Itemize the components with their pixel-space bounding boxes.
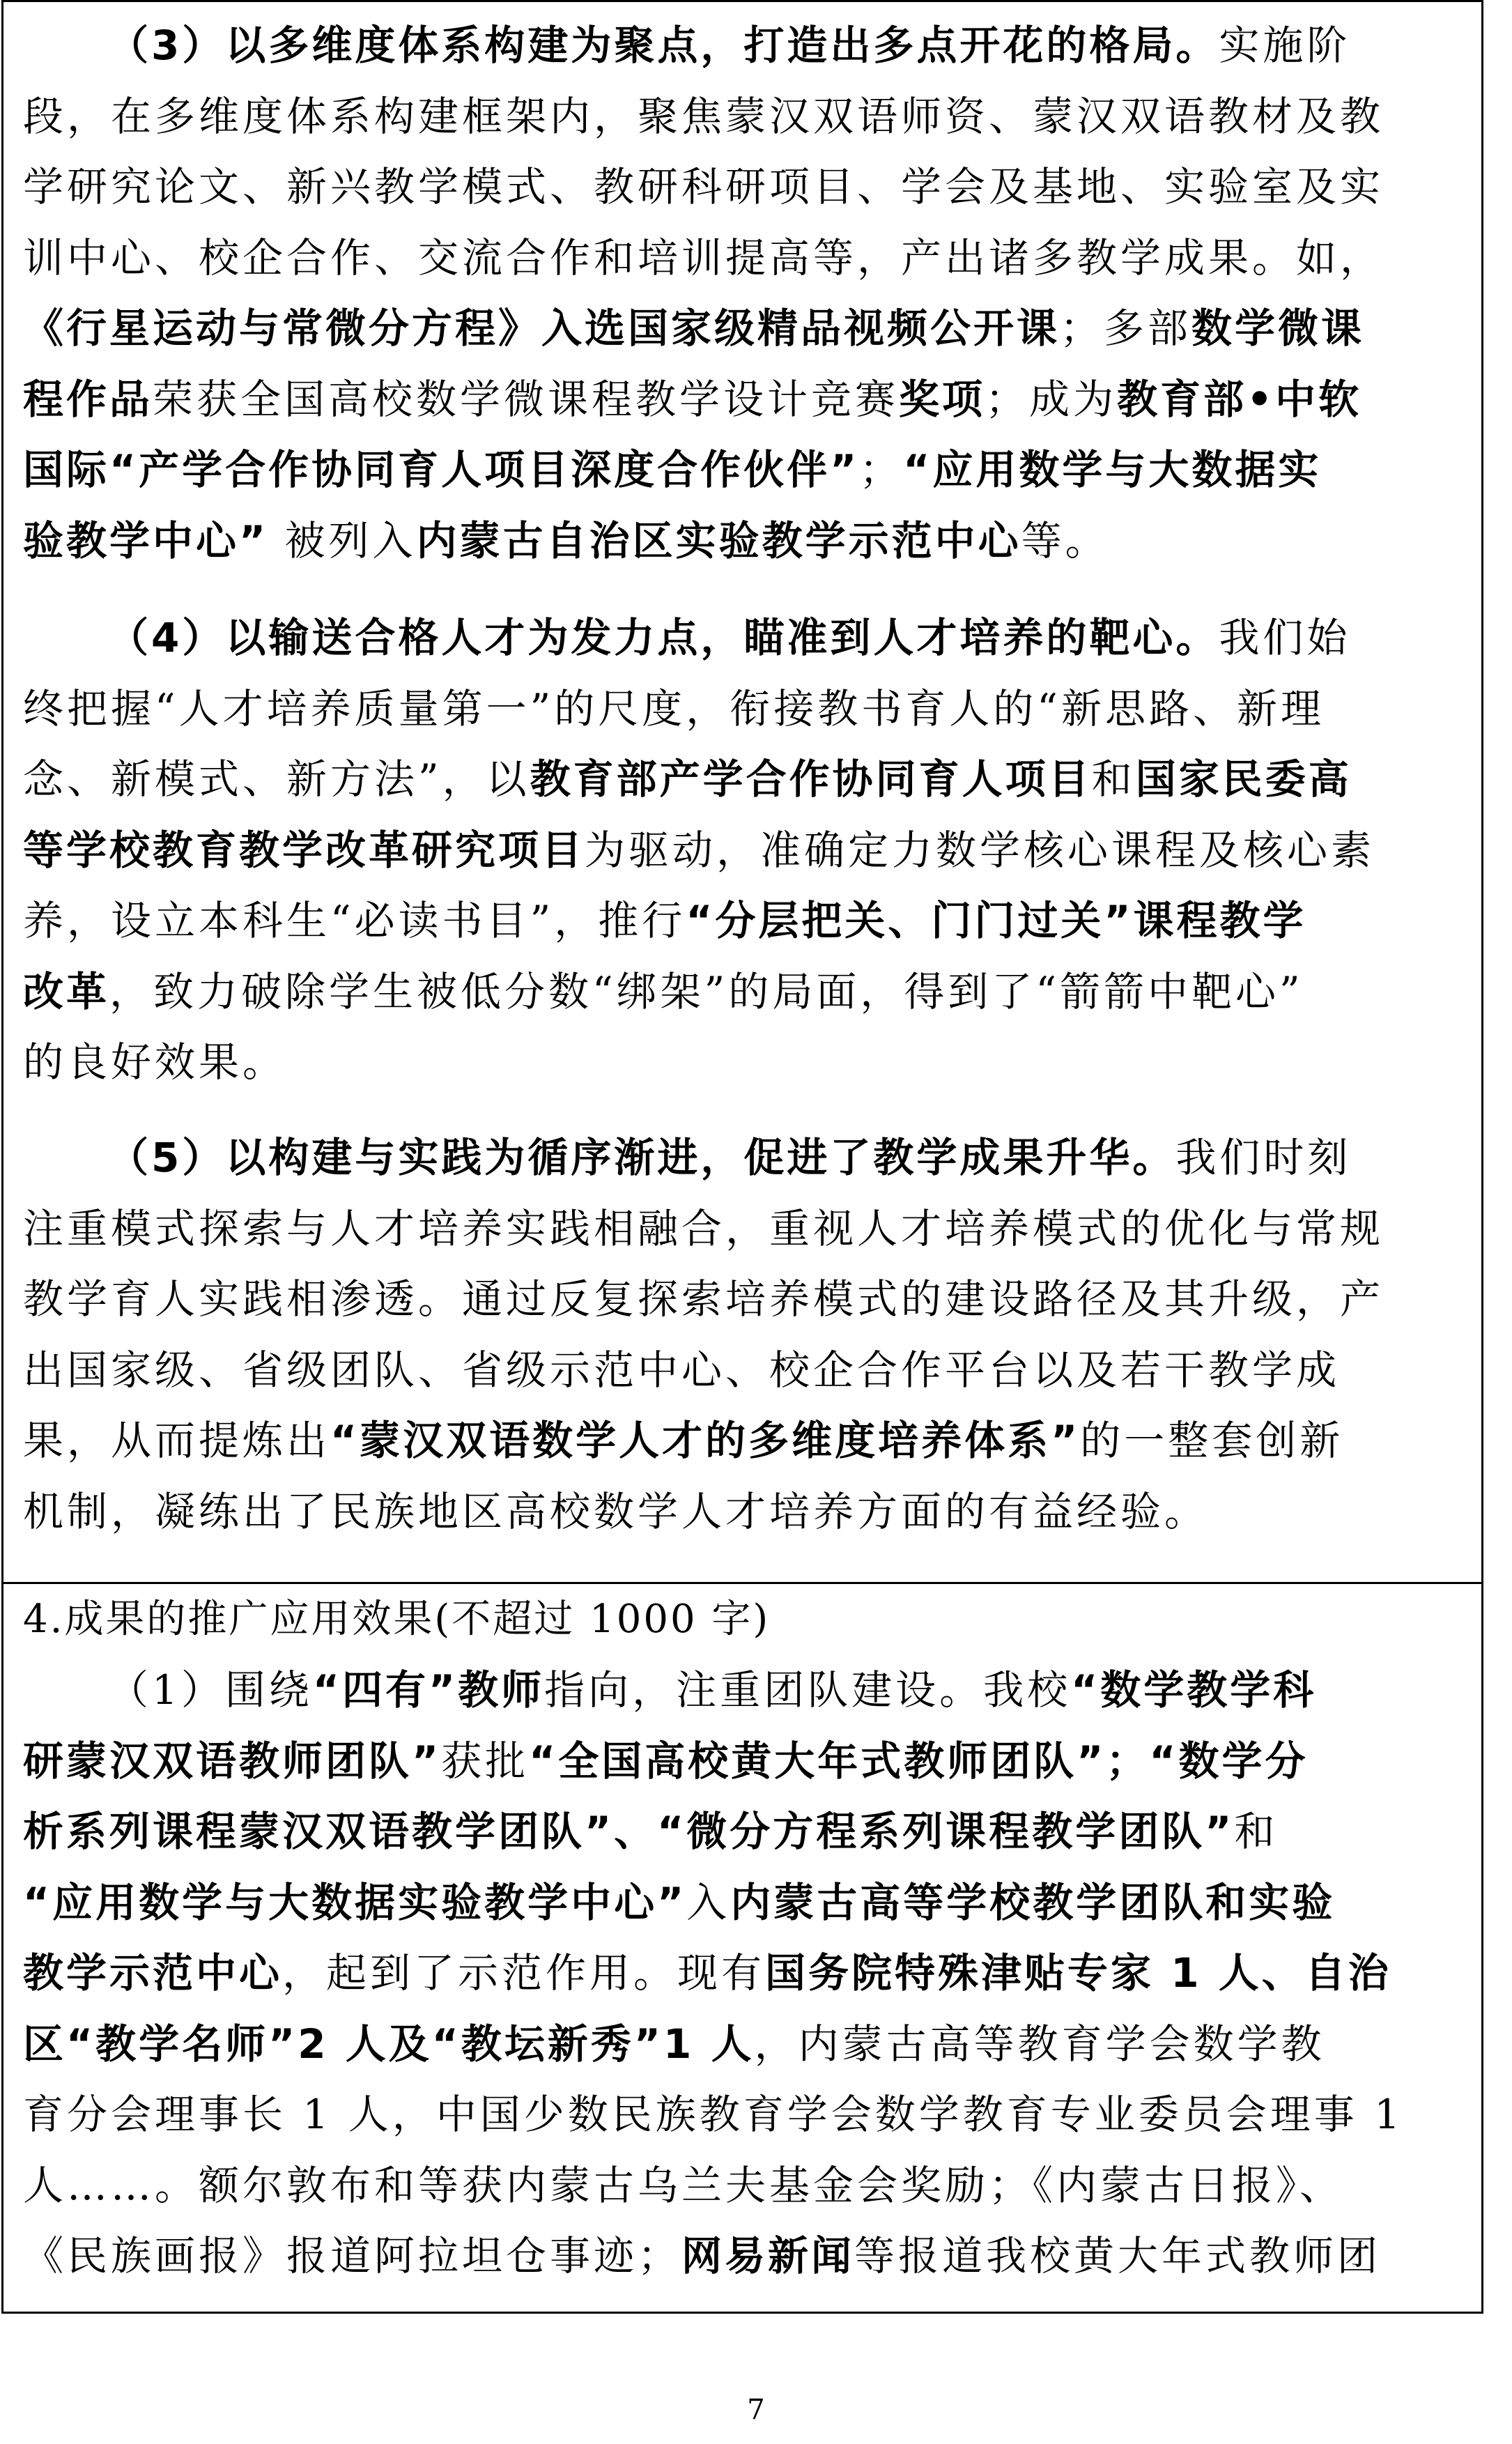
body-text: 的一整套创新 [1080, 1417, 1344, 1464]
body-text: 终把握“人才培养质量第一”的尺度，衔接教书育人的“新思路、新理 [23, 684, 1325, 732]
bold-text: “蒙汉双语数学人才的多维度培养体系” [330, 1417, 1081, 1464]
bold-text: “应用数学与大数据实验教学中心” [23, 1878, 687, 1926]
text-line [23, 230, 1384, 286]
text-line [23, 2016, 1325, 2072]
text-line [108, 610, 1350, 666]
body-text: 养，设立本科生“必读书目”，推行 [23, 897, 686, 944]
bold-text: 内蒙古自治区实验教学示范中心 [416, 516, 1021, 564]
bold-text: 内蒙古高等学校教学团队和实验 [730, 1878, 1336, 1926]
text-line [108, 17, 1350, 73]
text-line [23, 2086, 1403, 2142]
bold-text: 教育部产学合作协同育人项目 [530, 755, 1092, 803]
bold-text: （4）以输送合格人才为发力点，瞄准到人才培养的靶心。 [108, 614, 1219, 661]
body-text: 和 [1234, 1808, 1279, 1855]
text-line [23, 893, 1306, 948]
text-line [23, 2228, 1381, 2284]
body-text: 《民族画报》报道阿拉坦仓事迹； [23, 2232, 682, 2280]
body-text: 为驱动，准确定力数学核心课程及核心素 [585, 826, 1375, 874]
text-line [108, 1662, 1316, 1718]
text-line [23, 159, 1384, 215]
text-line [23, 513, 1109, 569]
bold-text: “全国高校黄大年式教师团队”；“数学分 [529, 1737, 1309, 1785]
bold-text: 区“教学名师”2 人及“教坛新秀”1 人 [23, 2020, 755, 2068]
text-line [23, 1945, 1391, 2001]
body-text: 被列入 [268, 516, 417, 564]
body-text: 的良好效果。 [23, 1038, 287, 1086]
body-text: ；成为 [985, 375, 1118, 423]
bold-text: “数学教学科 [1071, 1666, 1317, 1714]
bold-text: 教学示范中心 [23, 1949, 283, 1997]
text-line [23, 681, 1325, 737]
body-text: ；多部 [1060, 305, 1192, 352]
body-text: 指向，注重团队建设。我校 [544, 1666, 1072, 1714]
bold-text: “四有”教师 [312, 1666, 545, 1714]
text-line [108, 1130, 1351, 1185]
bold-text: 网易新闻 [681, 2232, 855, 2280]
text-line [23, 89, 1384, 144]
bold-text: 程作品 [23, 375, 153, 423]
body-text: 入 [686, 1878, 731, 1926]
body-text: ，内蒙古高等教育学会数学教 [754, 2020, 1325, 2068]
body-text: 等报道我校黄大年式教师团 [854, 2232, 1382, 2280]
body-text: 训中心、校企合作、交流合作和培训提高等，产出诸多教学成果。如， [23, 233, 1384, 282]
text-line [23, 442, 1321, 498]
text-line [23, 1271, 1384, 1327]
text-line [23, 1875, 1335, 1930]
bold-text: “分层把关、门门过关”课程教学 [686, 897, 1306, 944]
body-text: 育分会理事长 1 人，中国少数民族教育学会数学教育专业委员会理事 1 [23, 2091, 1404, 2138]
bold-text: 国家民委高 [1135, 755, 1352, 803]
text-line [23, 1733, 1309, 1789]
body-text: 机制，凝练出了民族地区高校数学人才培养方面的有益经验。 [23, 1487, 1209, 1535]
section-heading: 4.成果的推广应用效果(不超过 1000 字) [23, 1597, 771, 1642]
bold-text: 《行星运动与常微分方程》入选国家级精品视频公开课 [23, 305, 1060, 352]
text-line [23, 1034, 286, 1090]
body-text: 获批 [441, 1737, 530, 1785]
body-text: 出国家级、省级团队、省级示范中心、校企合作平台以及若干教学成 [23, 1346, 1341, 1394]
text-line [23, 964, 1304, 1020]
body-text: 和 [1091, 755, 1136, 803]
body-text: 念、新模式、新方法”，以 [23, 755, 530, 803]
body-text: ，致力破除学生被低分数“绑架”的局面，得到了“箭箭中靶心” [109, 967, 1304, 1015]
text-line [23, 2158, 1343, 2213]
promotion-section [3, 1582, 1481, 2312]
body-text: 学研究论文、新兴教学模式、教研科研项目、学会及基地、实验室及实 [23, 163, 1384, 210]
body-text: ； [859, 446, 904, 493]
bold-text: 析系列课程蒙汉双语教学团队”、“微分方程系列课程教学团队” [23, 1808, 1235, 1855]
body-text: 荣获全国高校数学微课程教学设计竞赛 [153, 375, 900, 423]
text-line [23, 751, 1352, 807]
body-text: （1）围绕 [108, 1666, 313, 1714]
body-text: 等。 [1021, 516, 1109, 564]
text-line [23, 1342, 1340, 1398]
text-line [23, 822, 1375, 878]
achievements-section [3, 2, 1481, 1584]
bold-text: 国务院特殊津贴专家 1 人、自治 [765, 1949, 1391, 1997]
body-text: 人……。额尔敦布和等获内蒙古乌兰夫基金会奖励；《内蒙古日报》、 [23, 2161, 1344, 2209]
text-line [23, 1201, 1384, 1256]
bold-text: 研蒙汉双语教师团队” [23, 1737, 442, 1785]
body-text: 我们始 [1219, 614, 1351, 661]
body-text: 果，从而提炼出 [23, 1417, 331, 1464]
bold-text: 国际“产学合作协同育人项目深度合作伙伴” [23, 446, 860, 493]
body-text: 实施阶 [1219, 22, 1351, 69]
body-text: 段，在多维度体系构建框架内，聚焦蒙汉双语师资、蒙汉双语教材及教 [23, 92, 1384, 140]
bold-text: 改革 [23, 967, 110, 1015]
document-frame [1, 0, 1483, 2314]
bold-text: 教育部•中软 [1117, 375, 1362, 423]
bold-text: 验教学中心” [23, 516, 269, 564]
bold-text: 数学微课 [1191, 305, 1365, 352]
bold-text: （3）以多维度体系构建为聚点，打造出多点开花的格局。 [108, 22, 1219, 69]
bold-text: 奖项 [899, 375, 986, 423]
body-text: ，起到了示范作用。现有 [282, 1949, 766, 1997]
page-number: 7 [747, 2394, 765, 2426]
text-line [23, 1804, 1278, 1859]
bold-text: 等学校教育教学改革研究项目 [23, 826, 585, 874]
text-line [23, 1484, 1208, 1539]
text-line [23, 371, 1361, 427]
text-line [23, 300, 1364, 356]
body-text: 注重模式探索与人才培养实践相融合，重视人才培养模式的优化与常规 [23, 1204, 1384, 1252]
bold-text: （5）以构建与实践为循序渐进，促进了教学成果升华。 [108, 1134, 1176, 1181]
body-text: 教学育人实践相渗透。通过反复探索培养模式的建设路径及其升级，产 [23, 1275, 1384, 1323]
body-text: 我们时刻 [1175, 1134, 1352, 1181]
text-line [23, 1413, 1343, 1468]
bold-text: “应用数学与大数据实 [903, 446, 1322, 493]
